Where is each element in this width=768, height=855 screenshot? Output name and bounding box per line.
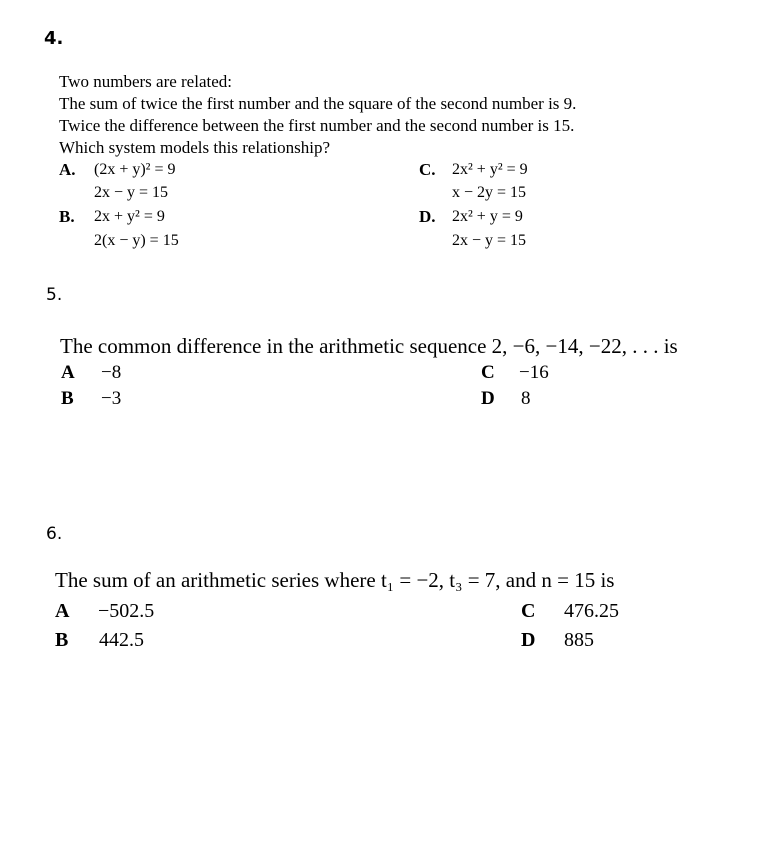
question-4-line-4: Which system models this relationship?: [59, 138, 331, 157]
question-5-option-a-letter: A: [61, 362, 75, 383]
question-4-option-d-eq2: 2x − y = 15: [452, 232, 527, 249]
question-6-option-a-value: −502.5: [98, 600, 155, 622]
question-4-line-2: The sum of twice the first number and the square of the second number is 9.: [59, 94, 577, 113]
question-5-number: 5.: [46, 285, 63, 305]
question-6-number: 6.: [46, 524, 63, 544]
question-6-option-c-value: 476.25: [564, 600, 619, 622]
question-4-option-d-eq1: 2x² + y = 9: [452, 208, 523, 225]
question-5-option-c-value: −16: [519, 362, 549, 383]
question-5-option-d-value: 8: [521, 388, 531, 409]
question-4-line-1: Two numbers are related:: [59, 72, 232, 91]
question-4-option-c-eq1: 2x² + y² = 9: [452, 161, 528, 178]
question-6-stem: The sum of an arithmetic series where t₁ = −2, t₃ = 7, and n = 15 is: [55, 568, 615, 592]
question-4-option-b-letter: B.: [59, 207, 75, 226]
question-4-number: 4.: [44, 28, 64, 49]
question-4-option-b-eq2: 2(x − y) = 15: [94, 232, 179, 249]
question-6-option-b-letter: B: [55, 629, 69, 651]
question-6-option-c-letter: C: [521, 600, 536, 622]
question-6-option-d-letter: D: [521, 629, 536, 651]
question-5-option-b-value: −3: [101, 388, 122, 409]
question-4-option-b-eq1: 2x + y² = 9: [94, 208, 165, 225]
question-4-option-d-letter: D.: [419, 207, 436, 226]
question-4-option-c-eq2: x − 2y = 15: [452, 184, 527, 201]
question-4-option-a-eq1: (2x + y)² = 9: [94, 161, 176, 178]
question-6-option-b-value: 442.5: [99, 629, 144, 651]
question-5-option-a-value: −8: [101, 362, 122, 383]
question-4-option-c-letter: C.: [419, 160, 436, 179]
question-5-option-c-letter: C: [481, 362, 495, 383]
question-4-option-a-letter: A.: [59, 160, 76, 179]
question-5-option-d-letter: D: [481, 388, 495, 409]
question-4-line-3: Twice the difference between the first number and the second number is 15.: [59, 116, 575, 135]
question-6-option-a-letter: A: [55, 600, 70, 622]
question-4-option-a-eq2: 2x − y = 15: [94, 184, 169, 201]
question-6-option-d-value: 885: [564, 629, 594, 651]
question-5-stem: The common difference in the arithmetic sequence 2, −6, −14, −22, . . . is: [60, 334, 678, 358]
question-5-option-b-letter: B: [61, 388, 74, 409]
